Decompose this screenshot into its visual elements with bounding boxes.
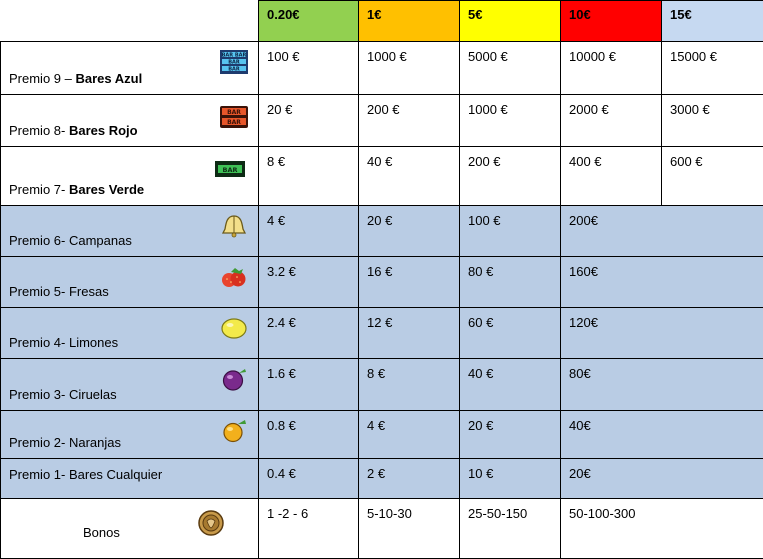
- prize-row-3: [1, 359, 763, 411]
- prize-row-4: [1, 308, 763, 359]
- svg-text:BAR: BAR: [227, 119, 241, 126]
- prize-label: Premio 1- Bares Cualquier: [9, 467, 162, 482]
- prize-value: 100 €: [460, 206, 561, 257]
- header-bet-1: 1€: [359, 1, 460, 42]
- prize-value: 80 €: [460, 257, 561, 308]
- prize-label-cell: [1, 42, 259, 95]
- orange-icon: [219, 419, 249, 443]
- svg-text:BAR: BAR: [223, 166, 238, 174]
- prize-row-5: [1, 257, 763, 308]
- bonus-coin-icon: [197, 509, 225, 537]
- prize-row-6: [1, 206, 763, 257]
- bonus-value: 25-50-150: [460, 499, 561, 559]
- lemon-icon: [219, 316, 249, 340]
- prize-label: Premio 4- Limones: [9, 335, 118, 350]
- prize-label: Premio 3- Ciruelas: [9, 387, 117, 402]
- prize-row-1: [1, 459, 763, 499]
- bonus-label-cell: [1, 499, 259, 559]
- prize-value: 3.2 €: [259, 257, 359, 308]
- prize-value: 2.4 €: [259, 308, 359, 359]
- prize-label: Premio 5- Fresas: [9, 284, 109, 299]
- prize-row-8: [1, 95, 763, 147]
- prize-value: 100 €: [259, 42, 359, 95]
- prize-value: 10 €: [460, 459, 561, 499]
- header-blank-cell: [1, 1, 259, 42]
- prize-value: 4 €: [259, 206, 359, 257]
- bonus-row: [1, 499, 763, 559]
- prize-value: 160€: [561, 257, 763, 308]
- prize-value: 0.8 €: [259, 411, 359, 459]
- prize-value: 40€: [561, 411, 763, 459]
- prize-label-prefix: Premio 8-: [9, 123, 69, 138]
- header-bet-0-20: 0.20€: [259, 1, 359, 42]
- prize-row-7: [1, 147, 763, 206]
- prize-label: [9, 182, 144, 197]
- prize-value: 15000 €: [662, 42, 763, 95]
- prize-label-bold: Bares Verde: [69, 182, 144, 197]
- prize-value: 20€: [561, 459, 763, 499]
- svg-text:BAR: BAR: [228, 59, 240, 65]
- prize-value: 4 €: [359, 411, 460, 459]
- prize-value: 2000 €: [561, 95, 662, 147]
- prize-value: 10000 €: [561, 42, 662, 95]
- prize-label-cell: [1, 147, 259, 206]
- prize-value: 60 €: [460, 308, 561, 359]
- prize-value: 5000 €: [460, 42, 561, 95]
- prize-value: 20 €: [359, 206, 460, 257]
- prize-value: 80€: [561, 359, 763, 411]
- prize-label-cell: [1, 95, 259, 147]
- prize-value: 8 €: [259, 147, 359, 206]
- prize-label-cell: [1, 257, 259, 308]
- prize-label-cell: [1, 359, 259, 411]
- prize-label: Premio 2- Naranjas: [9, 435, 121, 450]
- prize-value: 1000 €: [460, 95, 561, 147]
- prize-label-cell: [1, 411, 259, 459]
- header-row: [1, 1, 763, 42]
- prize-value: 3000 €: [662, 95, 763, 147]
- prize-label: [9, 71, 142, 86]
- double-red-bar-icon: [219, 105, 249, 129]
- prize-value: 400 €: [561, 147, 662, 206]
- prize-value: 200€: [561, 206, 763, 257]
- prize-value: 600 €: [662, 147, 763, 206]
- strawberry-icon: [219, 265, 249, 289]
- prize-value: 2 €: [359, 459, 460, 499]
- bonus-value: 50-100-300: [561, 499, 763, 559]
- prize-value: 40 €: [460, 359, 561, 411]
- header-bet-10: 10€: [561, 1, 662, 42]
- prize-value: 0.4 €: [259, 459, 359, 499]
- prize-value: 1000 €: [359, 42, 460, 95]
- prize-value: 20 €: [259, 95, 359, 147]
- prize-label-bold: Bares Azul: [75, 71, 142, 86]
- prize-label-prefix: Premio 7-: [9, 182, 69, 197]
- header-bet-5: 5€: [460, 1, 561, 42]
- green-bar-icon: [215, 157, 245, 181]
- prize-value: 40 €: [359, 147, 460, 206]
- prize-value: 8 €: [359, 359, 460, 411]
- prize-label: [9, 123, 138, 138]
- prize-label: Premio 6- Campanas: [9, 233, 132, 248]
- bonus-value: 5-10-30: [359, 499, 460, 559]
- prize-label-cell: [1, 308, 259, 359]
- prize-value: 16 €: [359, 257, 460, 308]
- svg-text:BAR: BAR: [227, 109, 241, 116]
- bell-icon: [219, 214, 249, 238]
- prize-value: 120€: [561, 308, 763, 359]
- prize-value: 20 €: [460, 411, 561, 459]
- bonus-label: Bonos: [83, 525, 120, 540]
- prize-row-2: [1, 411, 763, 459]
- triple-blue-bar-icon: [219, 50, 249, 74]
- prize-value: 200 €: [460, 147, 561, 206]
- header-bet-15: 15€: [662, 1, 763, 42]
- prize-value: 200 €: [359, 95, 460, 147]
- prize-value: 1.6 €: [259, 359, 359, 411]
- prize-value: 12 €: [359, 308, 460, 359]
- prize-label-cell: [1, 459, 259, 499]
- prize-row-9: [1, 42, 763, 95]
- plum-icon: [219, 367, 249, 391]
- svg-text:BAR BAR: BAR BAR: [222, 52, 247, 58]
- prize-label-bold: Bares Rojo: [69, 123, 138, 138]
- svg-text:BAR: BAR: [228, 66, 240, 72]
- prize-label-cell: [1, 206, 259, 257]
- prize-label-prefix: Premio 9 –: [9, 71, 75, 86]
- bonus-value: 1 -2 - 6: [259, 499, 359, 559]
